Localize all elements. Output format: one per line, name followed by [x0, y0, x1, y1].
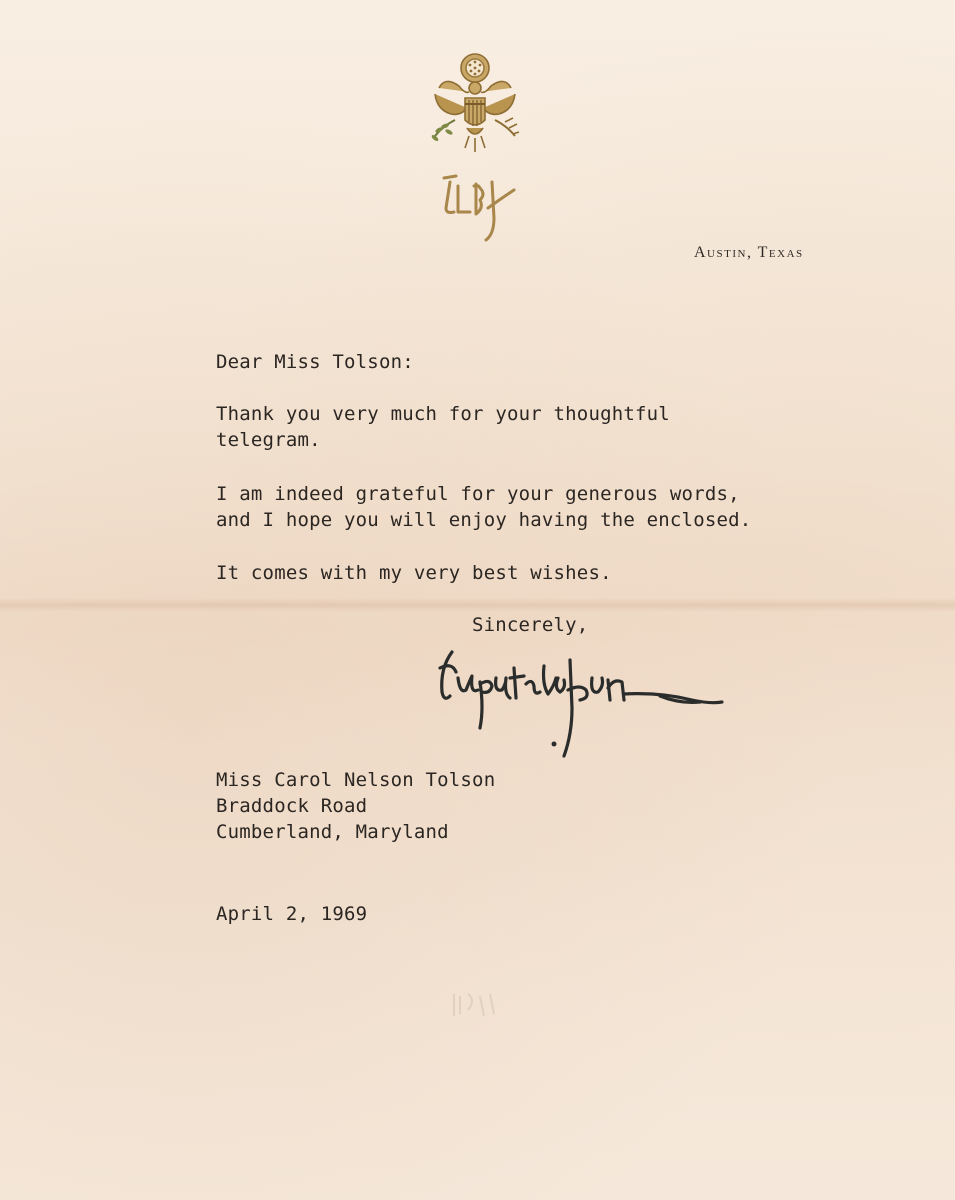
paragraph-2-line-1: I am indeed grateful for your generous words, — [216, 483, 740, 505]
letter-date: April 2, 1969 — [216, 903, 368, 925]
recipient-address — [216, 767, 495, 845]
paragraph-2 — [216, 481, 751, 533]
paragraph-3 — [216, 560, 612, 586]
presidential-eagle-seal-icon — [425, 48, 525, 156]
handwritten-signature-icon — [430, 638, 730, 768]
closing: Sincerely, — [472, 614, 589, 636]
paragraph-2-line-2: and I hope you will enjoy having the enclosed. — [216, 509, 752, 531]
faint-watermark — [450, 990, 500, 1020]
recipient-city-state: Cumberland, Maryland — [216, 821, 449, 843]
recipient-name: Miss Carol Nelson Tolson — [216, 769, 496, 791]
paragraph-1 — [216, 401, 670, 453]
paragraph-1-line-2: telegram. — [216, 429, 321, 451]
paragraph-1-line-1: Thank you very much for your thoughtful — [216, 403, 670, 425]
letterhead-location: Austin, Texas — [694, 244, 804, 261]
paper-fold — [0, 598, 955, 612]
lbj-monogram-icon — [436, 168, 520, 246]
salutation: Dear Miss Tolson: — [216, 351, 414, 373]
paragraph-3-line-1: It comes with my very best wishes. — [216, 562, 612, 584]
recipient-street: Braddock Road — [216, 795, 368, 817]
